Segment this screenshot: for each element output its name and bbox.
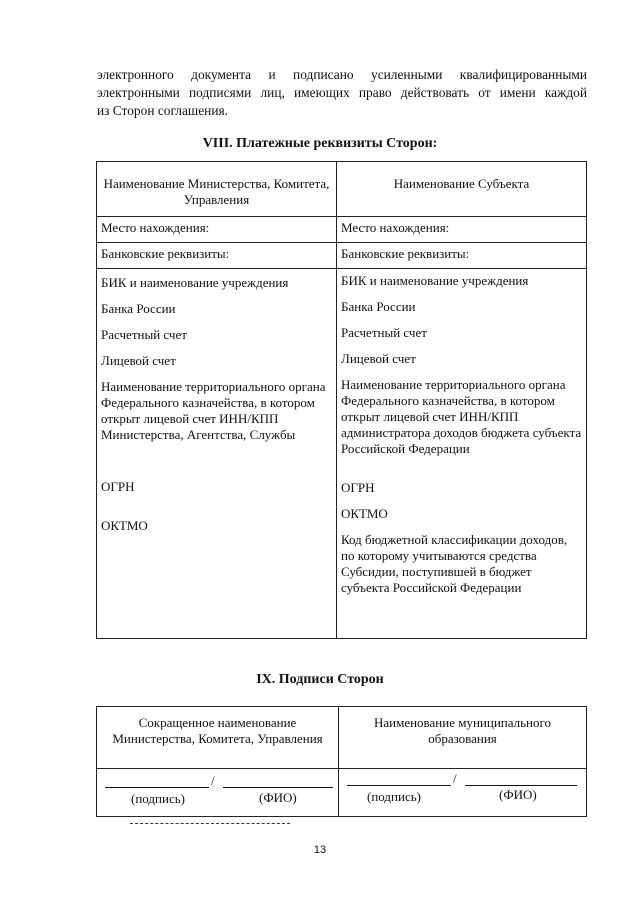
detail-bik: БИК и наименование учреждения: [101, 275, 289, 290]
municipality-signature-cell: [339, 769, 587, 817]
detail-account: Расчетный счет: [341, 325, 427, 340]
ministry-details-cell: [97, 269, 337, 639]
detail-personal-account: Лицевой счет: [101, 353, 176, 368]
detail-treasury: Наименование территориального органа Федерального казначейства, в котором открыт лицевой счет ИНН/КПП Министерства, Агентства, Службы: [101, 379, 326, 442]
signature-line: [105, 787, 209, 788]
municipality-name-header: Наименование муниципального образования: [339, 707, 587, 769]
slash: /: [211, 773, 215, 788]
detail-budget-code: Код бюджетной классификации доходов, по которому учитываются средства Субсидии, поступившей в бюджет субъекта Российской Федерации: [341, 532, 568, 595]
intro-line: электронными подписями лиц, имеющих право действовать от имени каждой: [97, 85, 587, 100]
ministry-signature-cell: [97, 769, 339, 817]
name-line: [465, 785, 577, 786]
page-number: 13: [313, 844, 327, 856]
footnote-separator: [130, 823, 290, 824]
detail-oktmo: ОКТМО: [101, 518, 148, 533]
name-label: (ФИО): [499, 787, 537, 802]
detail-oktmo: ОКТМО: [341, 506, 388, 521]
detail-treasury: Наименование территориального органа Федерального казначейства, в котором открыт лицевой счет ИНН/КПП администратора доходов бюджета субъекта Российской Федерации: [341, 377, 582, 456]
slash: /: [453, 771, 457, 786]
detail-bank: Банка России: [101, 301, 176, 316]
name-label: (ФИО): [259, 790, 297, 805]
intro-line: электронного документа и подписано усиленными квалифицированными: [97, 67, 587, 82]
subject-details-cell: [337, 269, 587, 639]
ministry-name-header: Наименование Министерства, Комитета, Управления: [97, 162, 337, 217]
ministry-short-name-header: Сокращенное наименование Министерства, Комитета, Управления: [97, 707, 339, 769]
location-left: Место нахождения:: [97, 217, 337, 243]
location-right: Место нахождения:: [337, 217, 587, 243]
signature-line: [347, 785, 451, 786]
detail-ogrn: ОГРН: [341, 480, 375, 495]
detail-bik: БИК и наименование учреждения: [341, 273, 529, 288]
section-9-title: IX. Подписи Сторон: [256, 672, 384, 687]
intro-paragraph: [97, 66, 587, 120]
detail-bank: Банка России: [341, 299, 416, 314]
name-line: [223, 787, 333, 788]
signature-label: (подпись): [131, 791, 185, 806]
bank-details-left: Банковские реквизиты:: [97, 243, 337, 269]
detail-personal-account: Лицевой счет: [341, 351, 416, 366]
signature-label: (подпись): [367, 789, 421, 804]
detail-ogrn: ОГРН: [101, 479, 135, 494]
bank-details-right: Банковские реквизиты:: [337, 243, 587, 269]
subject-name-header: Наименование Субъекта: [337, 162, 587, 217]
section-8-title: VIII. Платежные реквизиты Сторон:: [202, 136, 438, 151]
payment-details-table: [96, 161, 587, 639]
signatures-table: [96, 706, 587, 817]
intro-line: из Сторон соглашения.: [97, 103, 229, 118]
detail-account: Расчетный счет: [101, 327, 187, 342]
